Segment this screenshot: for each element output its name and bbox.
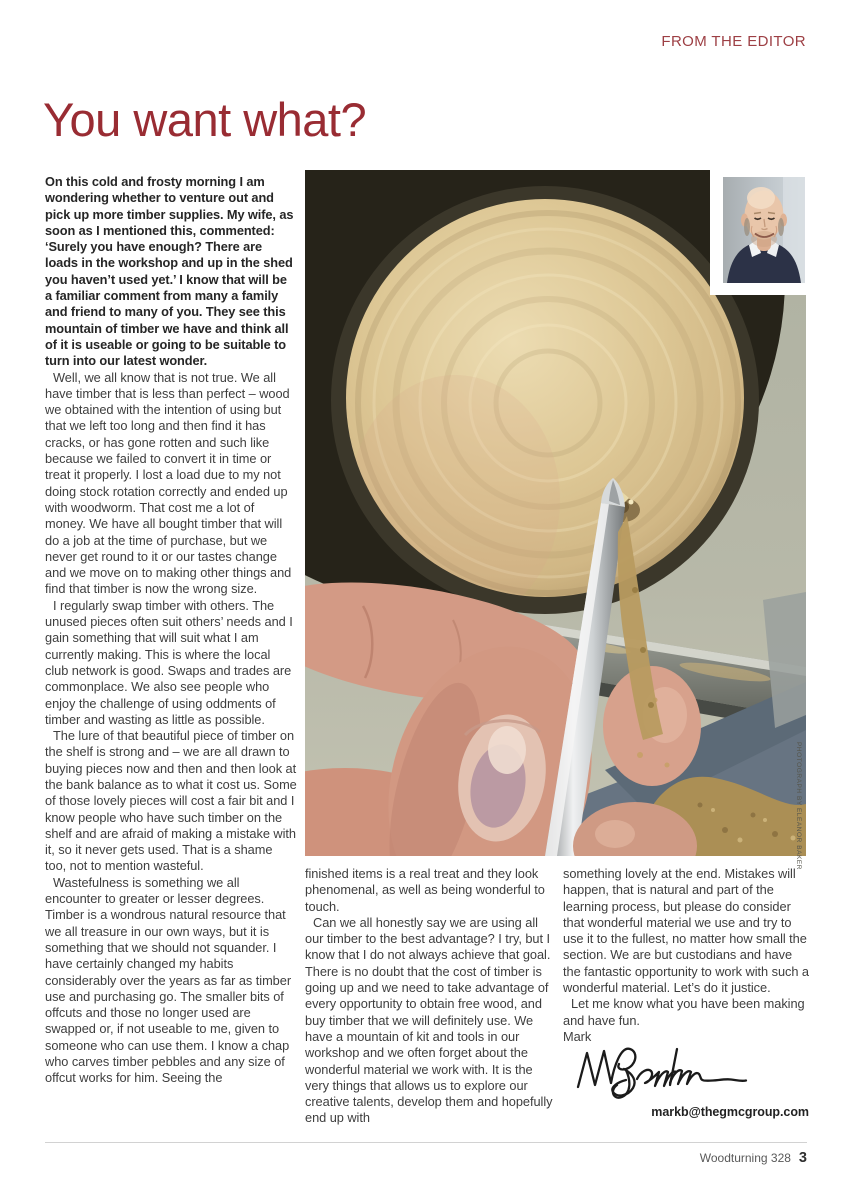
left-column — [45, 174, 297, 1087]
body-paragraph: Let me know what you have been making and have fun. — [563, 996, 805, 1028]
magazine-issue: Woodturning 328 — [699, 1151, 791, 1165]
signoff-email: markb@thegmcgroup.com — [651, 1104, 809, 1119]
intro-paragraph: On this cold and frosty morning I am wondering whether to venture out and pick up more timber supplies. My wife, as soon as I mentioned this, commented: ‘Surely you have enough? There are loads in the workshop and up in the shed you haven’t used yet.’ I know that will be a familiar comment from many a family and friend to many of you. They see this mountain of timber we have and think all of it is useable or going to be suitable to turn into our latest wonder. — [45, 174, 294, 369]
footer-rule — [45, 1142, 807, 1143]
body-paragraph: The lure of that beautiful piece of timber on the shelf is strong and – we are all drawn to buying pieces now and then and then look at the bank balance as to what it cost us. Some of those lovely pieces will cost a fair bit and I know people who have such timber on the shelf and are afraid of making a mistake with it, so it never gets used. That is a shame too, not to mention wasteful. — [45, 728, 297, 874]
editor-signature — [573, 1041, 809, 1103]
photo-credit: PHOTOGRAPH BY ELEANOR BAKER — [795, 742, 802, 871]
signature-graphic — [573, 1041, 751, 1099]
body-paragraph: Wastefulness is something we all encounter to greater or lesser degrees. Timber is a wondrous natural resource that we all treasure in our own ways, but it is something that we should not squander. I have certainly changed my habits considerably over the years as far as timber use and purchasing go. The smaller bits of offcuts and those no longer used are swapped or, if not useable to me, given to someone who can use them. I know a chap who carves timber pebbles and any size of offcut works for him. Seeing the — [45, 874, 292, 1086]
middle-column — [305, 866, 557, 1127]
folio — [507, 1150, 807, 1166]
body-paragraph: I regularly swap timber with others. The unused pieces often suit others’ needs and I gain something that will suit what I am currently making. This is where the local club network is good. Swaps and trades are commonplace. We also see people who enjoy the challenge of using oddments of timber and wasting as little as possible. — [45, 597, 293, 727]
body-paragraph: Well, we all know that is not true. We all have timber that is less than perfect – wood we obtained with the intention of using but that we left too long and then find it has cracks, or has gone rotten and such like because we failed to convert it in time or treat it properly. I lost a load due to my not doing stock rotation correctly and ended up with woodworm. That cost me a lot of money. We have all bought timber that will do a job at the time of purchase, but we never get round to it or our tastes change and we move on to making other things and find that timber is now the wrong size. — [45, 369, 292, 597]
page-number: 3 — [798, 1150, 807, 1166]
section-kicker: FROM THE EDITOR — [661, 33, 806, 50]
editor-portrait — [710, 170, 818, 295]
page-title: You want what? — [43, 93, 367, 146]
editor-portrait-graphic — [723, 177, 805, 283]
body-paragraph: finished items is a real treat and they look phenomenal, as well as being wonderful to touch. — [305, 866, 545, 914]
signoff-name: Mark — [563, 1028, 592, 1044]
body-paragraph: Can we all honestly say we are using all our timber to the best advantage? I try, but I know that I do not always achieve that goal. There is no doubt that the cost of timber is going up and we need to take advantage of every opportunity to obtain free wood, and buy timber that we will definitely use. We have a mountain of kit and tools in our workshop and we often forget about the wonderful material we work with. It is the very things that allows us to explore our creative talents, develop them and hopefully end up with — [305, 914, 553, 1126]
body-paragraph: something lovely at the end. Mistakes will happen, that is natural and part of the learning process, but please do consider that wonderful material we use and try to use it to the fullest, no matter how small the section. We are but custodians and have the fantastic opportunity to work with such a wonderful material. Let’s do it justice. — [563, 866, 809, 996]
right-column — [563, 866, 809, 1120]
